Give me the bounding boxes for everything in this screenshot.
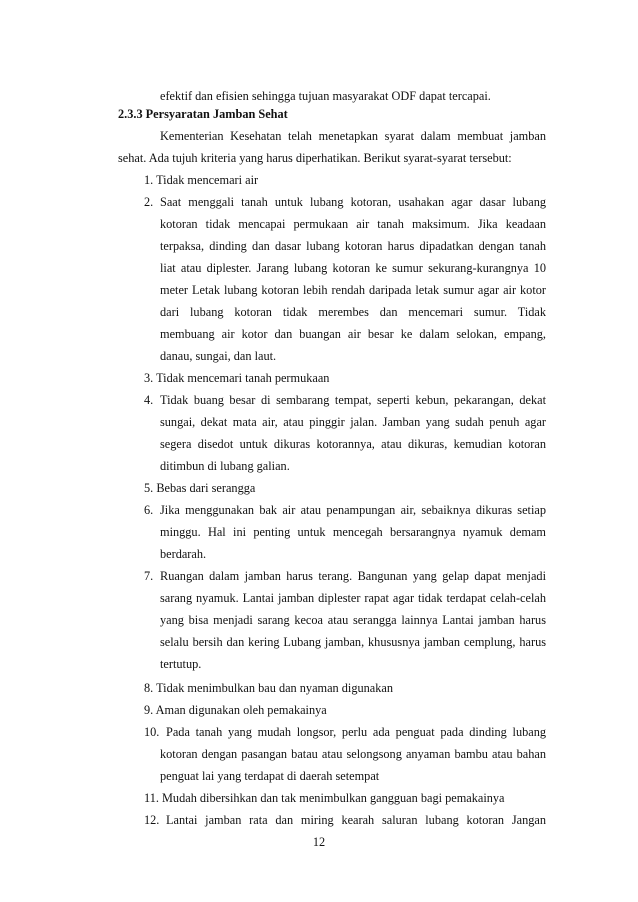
continuation-text: efektif dan efisien sehingga tujuan masyarakat ODF dapat tercapai. [160, 89, 491, 103]
item-number: 5. [144, 481, 154, 495]
item-number: 11. [144, 791, 159, 805]
intro-line-2: sehat. Ada tujuh kriteria yang harus diperhatikan. Berikut syarat-syarat tersebut: [118, 151, 512, 165]
item-7-line-2: sarang nyamuk. Lantai jamban diplester rapat agar tidak terdapat celah-celah [160, 591, 546, 605]
item-number: 1. [144, 173, 154, 187]
item-2-line-3: terpaksa, dinding dan dasar lubang kotoran harus dipadatkan dengan tanah [160, 239, 546, 253]
list-item-1 [144, 172, 258, 188]
item-text: Aman digunakan oleh pemakainya [155, 703, 327, 717]
item-2-line-1: Saat menggali tanah untuk lubang kotoran, usahakan agar dasar lubang [160, 195, 546, 209]
item-number: 7. [144, 569, 154, 583]
item-6-line-2: minggu. Hal ini penting untuk mencegah bersarangnya nyamuk demam [160, 525, 546, 539]
item-2-line-6: dari lubang kotoran tidak merembes dan mencemari sumur. Tidak [160, 305, 546, 319]
section-heading: 2.3.3 Persyaratan Jamban Sehat [118, 107, 288, 121]
item-text: Tidak mencemari air [156, 173, 259, 187]
intro-line-1: Kementerian Kesehatan telah menetapkan syarat dalam membuat jamban [160, 129, 546, 143]
item-7-line-3: yang bisa menjadi sarang kecoa atau serangga lainnya Lantai jamban harus [160, 613, 546, 627]
item-4-line-1: Tidak buang besar di sembarang tempat, seperti kebun, pekarangan, dekat [160, 393, 546, 407]
list-item-3 [144, 370, 329, 386]
item-text: Bebas dari serangga [156, 481, 256, 495]
item-number: 2. [144, 195, 154, 209]
item-7-line-1: Ruangan dalam jamban harus terang. Bangunan yang gelap dapat menjadi [160, 569, 546, 583]
item-10-line-1: Pada tanah yang mudah longsor, perlu ada penguat pada dinding lubang [166, 725, 546, 739]
item-2-line-2: kotoran tidak mencapai permukaan air tanah maksimum. Jika keadaan [160, 217, 546, 231]
list-item-8 [144, 680, 393, 696]
item-6-line-3: berdarah. [160, 547, 207, 561]
item-text: Tidak mencemari tanah permukaan [156, 371, 330, 385]
item-text: Tidak menimbulkan bau dan nyaman digunakan [156, 681, 393, 695]
item-4-line-4: ditimbun di lubang galian. [160, 459, 290, 473]
list-item-5 [144, 480, 255, 496]
item-4-line-2: sungai, dekat mata air, atau pinggir jalan. Jamban yang sudah penuh agar [160, 415, 546, 429]
item-7-line-4: selalu bersih dan kering Lubang jamban, khususnya jamban cemplung, harus [160, 635, 546, 649]
item-number: 8. [144, 681, 154, 695]
item-number: 12. [144, 813, 160, 827]
item-7-line-5: tertutup. [160, 657, 202, 671]
item-12-line-1: Lantai jamban rata dan miring kearah saluran lubang kotoran Jangan [166, 813, 546, 827]
item-2-line-5: meter Letak lubang kotoran lebih rendah daripada letak sumur agar air kotor [160, 283, 546, 297]
item-6-line-1: Jika menggunakan bak air atau penampungan air, sebaiknya dikuras setiap [160, 503, 546, 517]
item-number: 3. [144, 371, 154, 385]
item-10-line-2: kotoran dengan pasangan batau atau selongsong anyaman bambu atau bahan [160, 747, 546, 761]
item-2-line-7: membuang air kotor dan buangan air besar ke dalam selokan, empang, [160, 327, 546, 341]
item-4-line-3: segera disedot untuk dikuras kotorannya, atau dikuras, kemudian kotoran [160, 437, 546, 451]
page-number: 12 [312, 835, 326, 849]
item-number: 9. [144, 703, 154, 717]
list-item-9 [144, 702, 327, 718]
item-number: 10. [144, 725, 160, 739]
item-2-line-8: danau, sungai, dan laut. [160, 349, 277, 363]
item-number: 4. [144, 393, 154, 407]
item-10-line-3: penguat lai yang terdapat di daerah setempat [160, 769, 380, 783]
item-number: 6. [144, 503, 154, 517]
item-text: Mudah dibersihkan dan tak menimbulkan gangguan bagi pemakainya [162, 791, 505, 805]
list-item-11 [144, 790, 505, 806]
item-2-line-4: liat atau diplester. Jarang lubang kotoran ke sumur sekurang-kurangnya 10 [160, 261, 546, 275]
